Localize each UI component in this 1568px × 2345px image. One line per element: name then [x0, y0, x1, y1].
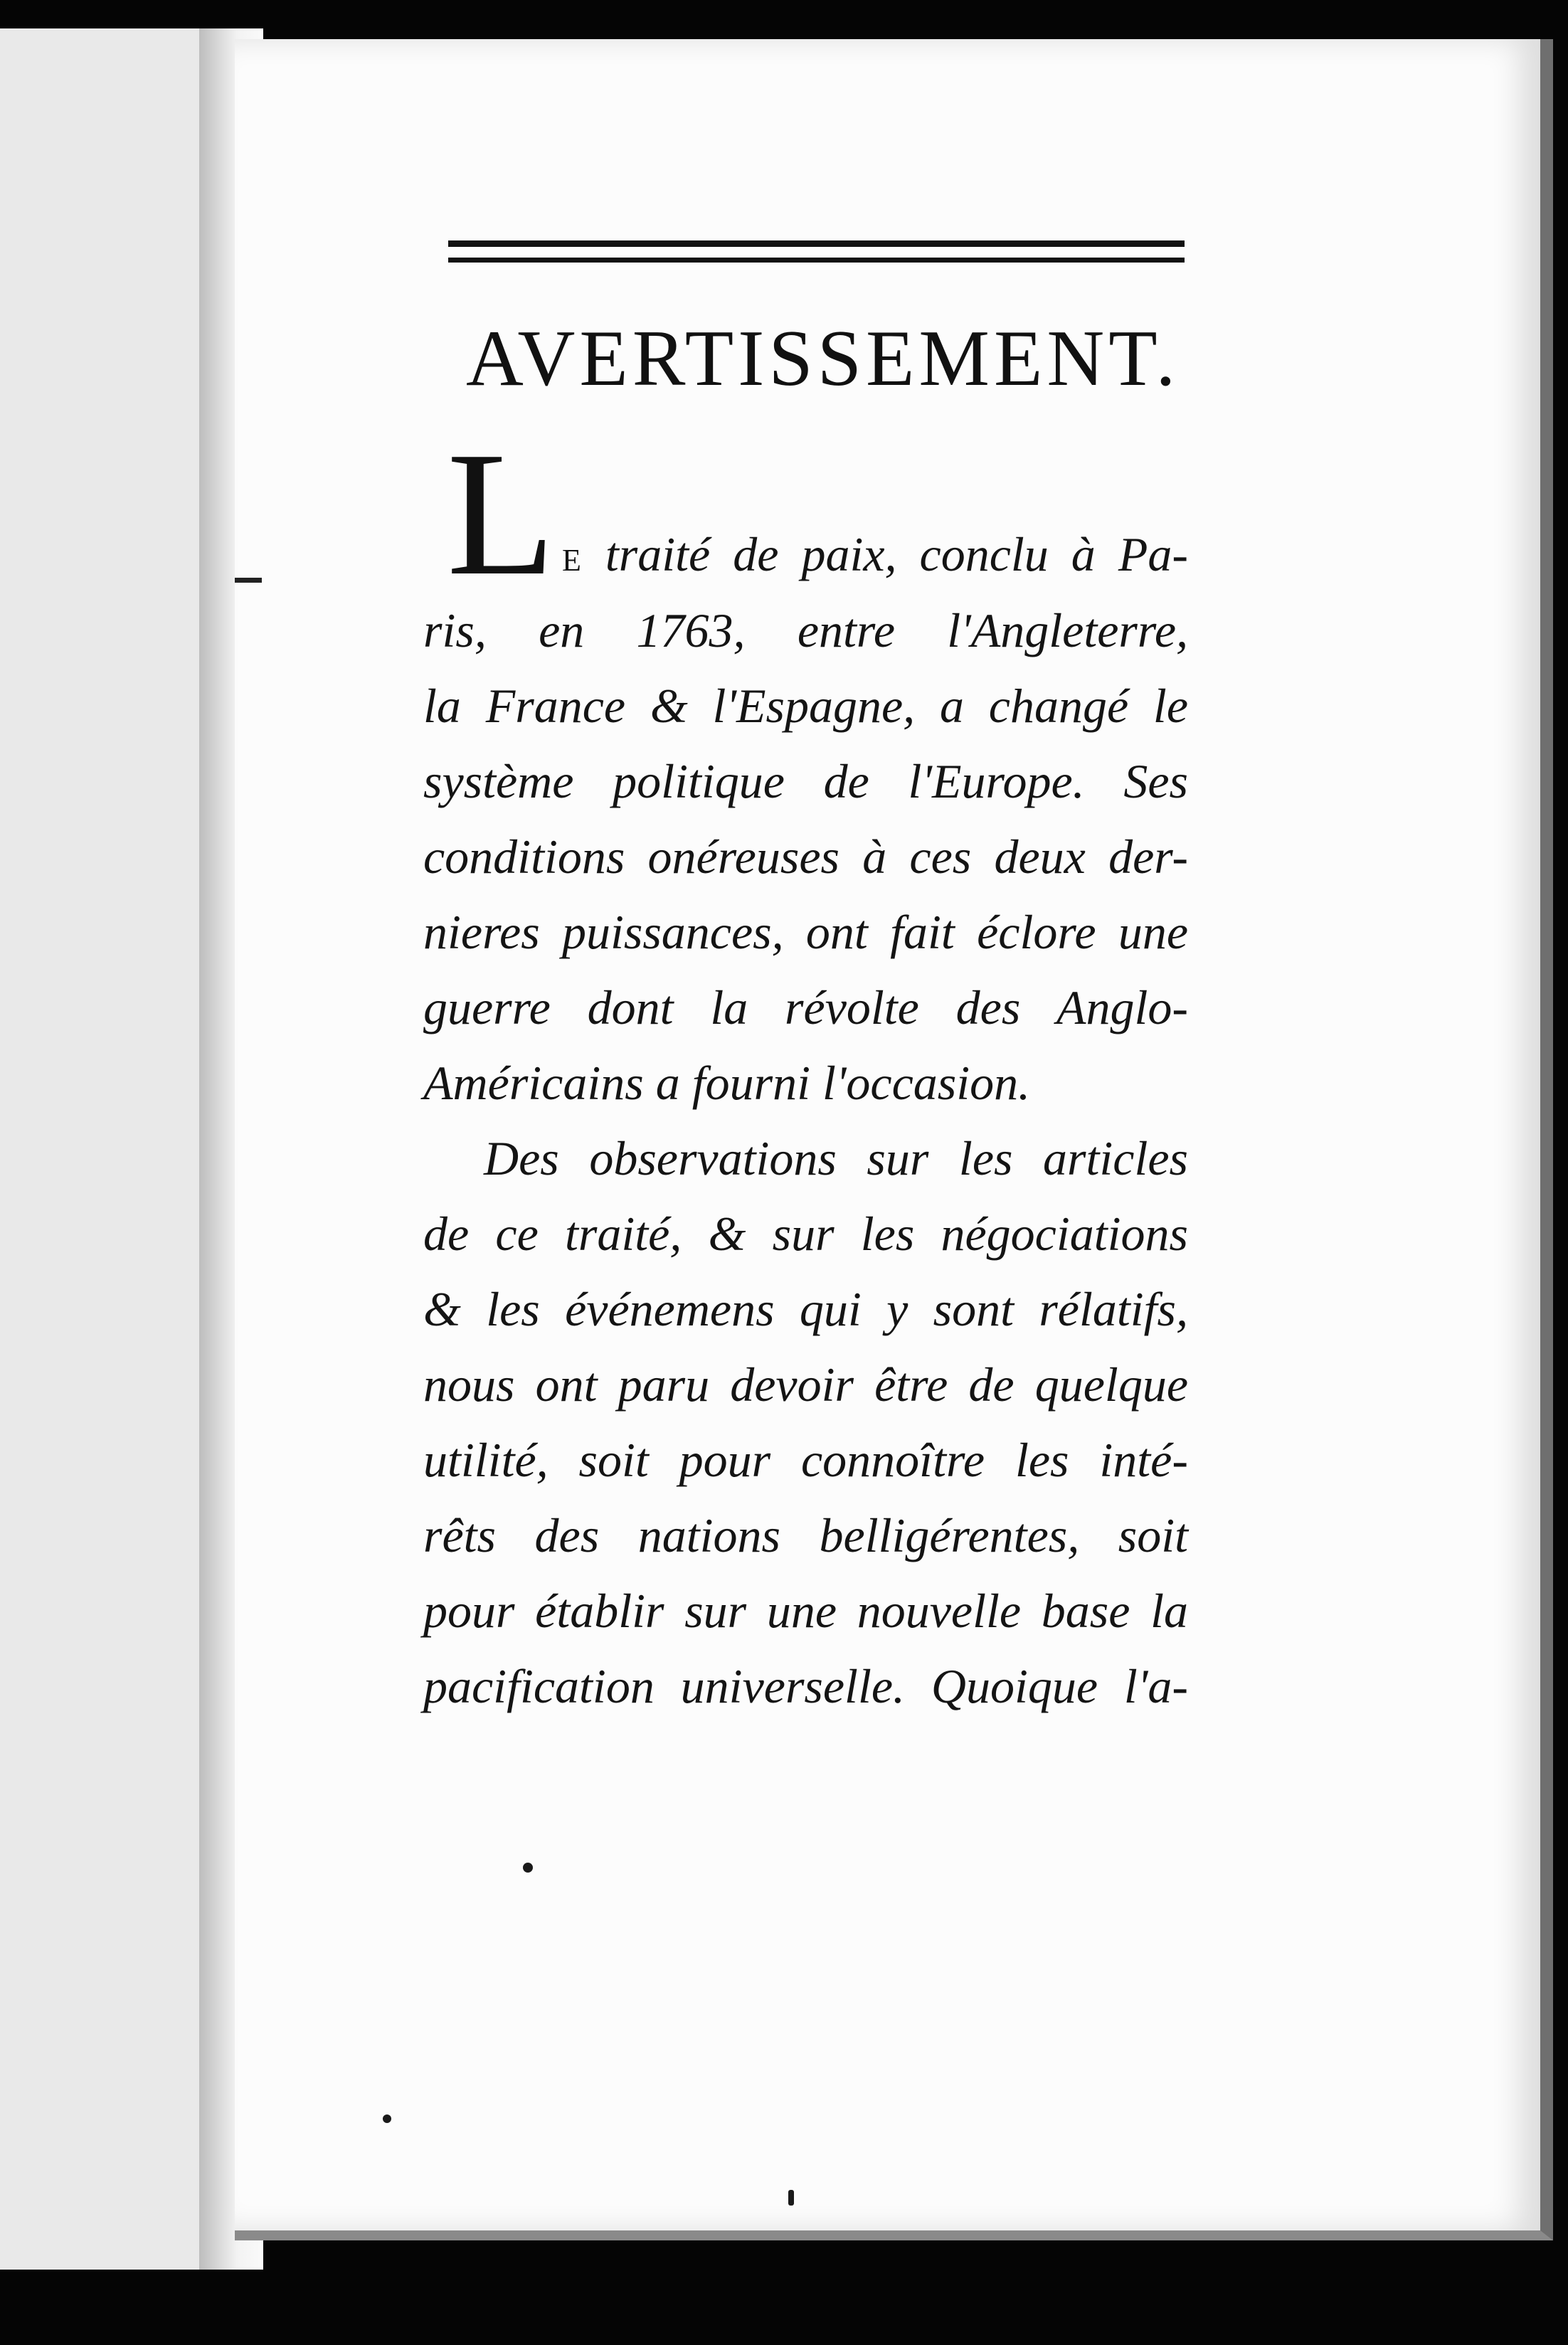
- text-line-5: conditions onéreuses à ces deux der-: [423, 830, 1188, 884]
- text-line-8: Américains a fourni l'occasion.: [423, 1056, 1031, 1110]
- header-rule-bottom: [448, 258, 1185, 263]
- drop-cap: L: [447, 415, 556, 613]
- text-line-6: nieres puissances, ont fait éclore une: [423, 905, 1188, 959]
- text-line-1: [562, 527, 1188, 581]
- text-line-15: pour établir sur une nouvelle base la: [423, 1584, 1188, 1638]
- text-line-16: pacification universelle. Quoique l'a-: [423, 1659, 1188, 1713]
- text-line-2: ris, en 1763, entre l'Angleterre,: [423, 603, 1188, 657]
- margin-mark: [235, 578, 262, 583]
- ink-speck: [523, 1863, 533, 1873]
- ink-speck: [788, 2190, 794, 2206]
- text-line-12: nous ont paru devoir être de quelque: [423, 1357, 1188, 1412]
- text-line-9: Des observations sur les articles: [484, 1131, 1188, 1185]
- text-line-11: & les événemens qui y sont rélatifs,: [423, 1282, 1188, 1336]
- text-line-13: utilité, soit pour connoître les inté-: [423, 1433, 1188, 1487]
- text-line-1-rest: traité de paix, conclu à Pa-: [605, 527, 1188, 581]
- text-line-10: de ce traité, & sur les négociations: [423, 1207, 1188, 1261]
- ink-speck: [383, 2114, 391, 2123]
- text-line-4: système politique de l'Europe. Ses: [423, 754, 1188, 808]
- text-line-7: guerre dont la révolte des Anglo-: [423, 980, 1188, 1034]
- text-line-14: rêts des nations belligérentes, soit: [423, 1508, 1188, 1562]
- text-line-3: la France & l'Espagne, a changé le: [423, 679, 1188, 733]
- first-word-smallcap: E: [562, 543, 583, 578]
- header-rule-top: [448, 240, 1185, 247]
- page-heading: AVERTISSEMENT.: [466, 314, 1180, 403]
